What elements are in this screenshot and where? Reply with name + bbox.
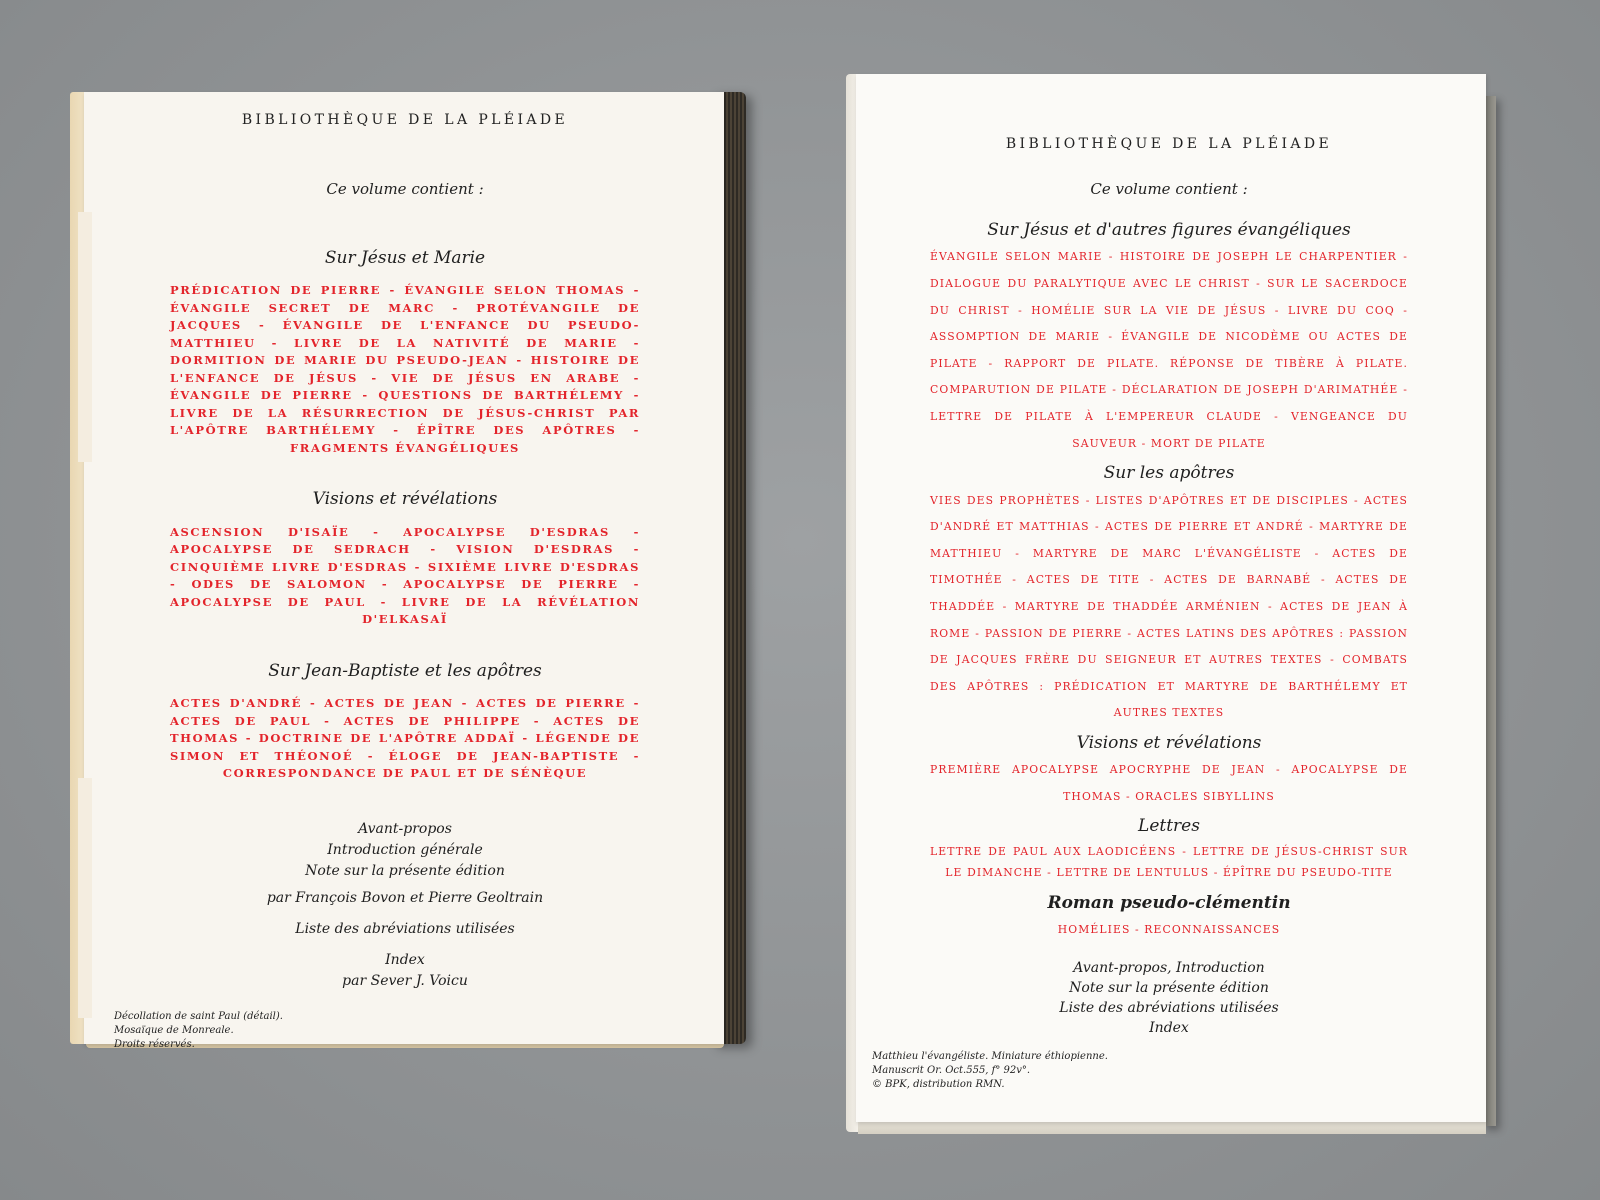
front-matter-line: Avant-propos, Introduction (1073, 959, 1265, 976)
front-matter-line: Note sur la présente édition (305, 862, 505, 879)
section-items: ÉVANGILE SELON MARIE - HISTOIRE DE JOSEPH LE CHARPENTIER - DIALOGUE DU PARALYTIQUE AVEC LE CHRIST - SUR LE SACERDOCE DU CHRIST - HOMÉLIE SUR LA VIE DE JÉSUS - LIVRE DU COQ - ASSOMPTION DE MARIE - ÉVANGILE DE NICODÈME OU ACTES DE PILATE - RAPPORT DE PILATE. RÉPONSE DE TIBÈRE À PILATE. COMPARUTION DE PILATE - DÉCLARATION DE JOSEPH D'ARIMATHÉE - LETTRE DE PILATE À L'EMPEREUR CLAUDE - VENGEANCE DU SAUVEUR - MORT DE PILATE (930, 250, 1408, 450)
image-credit-caption (872, 1050, 1108, 1092)
front-matter-line: par François Bovon et Pierre Geoltrain (266, 889, 544, 906)
right-cover-content (930, 74, 1408, 1038)
section-items: PREMIÈRE APOCALYPSE APOCRYPHE DE JEAN - APOCALYPSE DE THOMAS - ORACLES SIBYLLINS (930, 763, 1408, 803)
right-book-back-cover (856, 74, 1486, 1122)
caption-line: © BPK, distribution RMN. (872, 1079, 1005, 1090)
section-items: PRÉDICATION DE PIERRE - ÉVANGILE SELON THOMAS - ÉVANGILE SECRET DE MARC - PROTÉVANGILE DE JACQUES - ÉVANGILE DE L'ENFANCE DU PSEUDO-MATTHIEU - LIVRE DE LA NATIVITÉ DE MARIE - DORMITION DE MARIE DU PSEUDO-JEAN - HISTOIRE DE L'ENFANCE DE JÉSUS - VIE DE JÉSUS EN ARABE - ÉVANGILE DE PIERRE - QUESTIONS DE BARTHÉLEMY - LIVRE DE LA RÉSURRECTION DE JÉSUS-CHRIST PAR L'APÔTRE BARTHÉLEMY - ÉPÎTRE DES APÔTRES - FRAGMENTS ÉVANGÉLIQUES (170, 283, 640, 455)
front-matter-line: Index (1149, 1019, 1189, 1036)
front-matter-line: par Sever J. Voicu (342, 972, 468, 989)
caption-line: Droits réservés. (114, 1039, 195, 1050)
caption-line: Matthieu l'évangéliste. Miniature éthiopienne. (872, 1051, 1108, 1062)
section-title: Sur Jean-Baptiste et les apôtres (268, 660, 542, 681)
section-title: Sur les apôtres (1103, 463, 1235, 484)
section-title: Roman pseudo-clémentin (1047, 892, 1291, 913)
front-matter-line: Avant-propos (358, 820, 452, 837)
front-matter-line: Introduction générale (327, 841, 483, 858)
section-items: VIES DES PROPHÈTES - LISTES D'APÔTRES ET DE DISCIPLES - ACTES D'ANDRÉ ET MATTHIAS - ACTES DE PIERRE ET ANDRÉ - MARTYRE DE MATTHIEU - MARTYRE DE MARC L'ÉVANGÉLISTE - ACTES DE TIMOTHÉE - ACTES DE TITE - ACTES DE BARNABÉ - ACTES DE THADDÉE - MARTYRE DE THADDÉE ARMÉNIEN - ACTES DE JEAN À ROME - PASSION DE PIERRE - ACTES LATINS DES APÔTRES : PASSION DE JACQUES FRÈRE DU SEIGNEUR ET AUTRES TEXTES - COMBATS DES APÔTRES : PRÉDICATION ET MARTYRE DE BARTHÉLEMY ET AUTRES TEXTES (930, 493, 1408, 720)
contains-label: Ce volume contient : (1090, 180, 1248, 198)
caption-line: Mosaïque de Monreale. (114, 1025, 234, 1036)
caption-line: Manuscrit Or. Oct.555, f° 92v°. (872, 1065, 1031, 1076)
left-book-flap-tab (78, 778, 92, 1018)
section-title: Sur Jésus et d'autres figures évangéliques (987, 220, 1351, 240)
left-cover-content (170, 92, 640, 992)
section-title: Sur Jésus et Marie (324, 248, 486, 268)
contains-label: Ce volume contient : (326, 180, 484, 198)
front-matter (930, 958, 1408, 1038)
section-items: ACTES D'ANDRÉ - ACTES DE JEAN - ACTES DE PIERRE - ACTES DE PAUL - ACTES DE PHILIPPE - ACTES DE THOMAS - DOCTRINE DE L'APÔTRE ADDAÏ - LÉGENDE DE SIMON ET THÉONOÉ - ÉLOGE DE JEAN-BAPTISTE - CORRESPONDANCE DE PAUL ET DE SÉNÈQUE (170, 696, 640, 781)
section-items: LETTRE DE PAUL AUX LAODICÉENS - LETTRE DE JÉSUS-CHRIST SUR LE DIMANCHE - LETTRE DE LENTULUS - ÉPÎTRE DU PSEUDO-TITE (930, 844, 1408, 879)
section-items: HOMÉLIES - RECONNAISSANCES (1057, 923, 1281, 937)
section-title: Visions et révélations (312, 489, 498, 510)
front-matter-line: Liste des abréviations utilisées (295, 920, 515, 937)
section-title: Visions et révélations (1076, 732, 1262, 753)
series-title: BIBLIOTHÈQUE DE LA PLÉIADE (241, 112, 569, 128)
front-matter-line: Index (385, 951, 425, 968)
left-book-back-cover (84, 92, 724, 1050)
section-items: ASCENSION D'ISAÏE - APOCALYPSE D'ESDRAS - APOCALYPSE DE SEDRACH - VISION D'ESDRAS - CINQUIÈME LIVRE D'ESDRAS - SIXIÈME LIVRE D'ESDRAS - ODES DE SALOMON - APOCALYPSE DE PIERRE - APOCALYPSE DE PAUL - LIVRE DE LA RÉVÉLATION D'ELKASAÏ (170, 524, 640, 627)
caption-line: Décollation de saint Paul (détail). (114, 1011, 283, 1022)
image-credit-caption (114, 1010, 283, 1052)
front-matter-line: Note sur la présente édition (1069, 979, 1269, 996)
series-title: BIBLIOTHÈQUE DE LA PLÉIADE (1005, 136, 1333, 152)
front-matter-line: Liste des abréviations utilisées (1059, 999, 1279, 1016)
left-book-flap-tab (78, 212, 92, 462)
section-title: Lettres (1138, 816, 1200, 837)
front-matter (170, 819, 640, 992)
